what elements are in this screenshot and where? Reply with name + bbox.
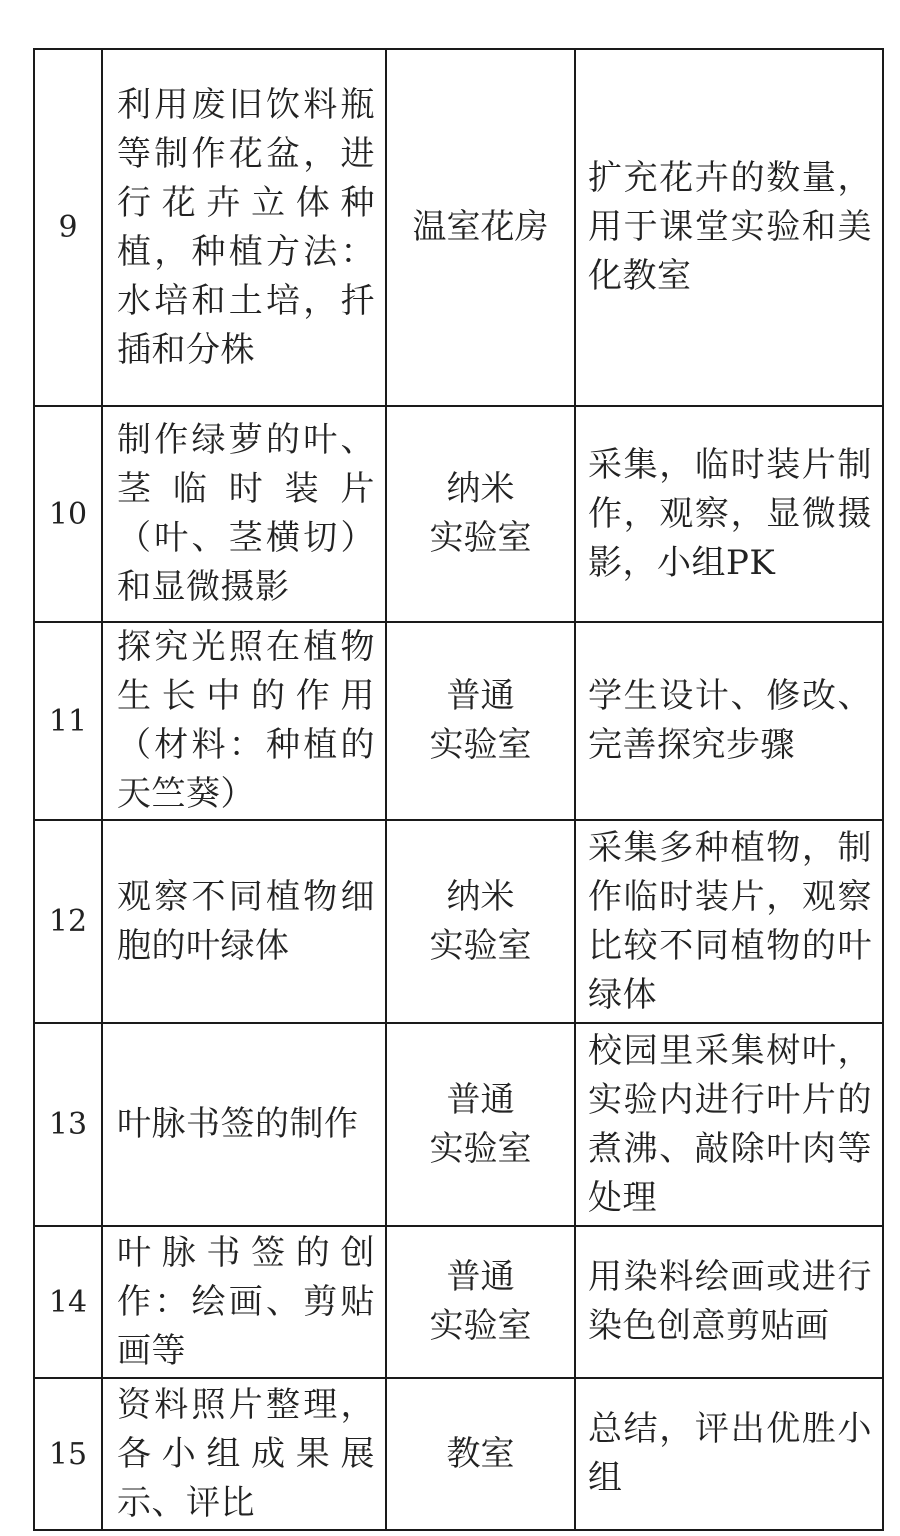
place-text: 普通 实验室	[429, 1079, 532, 1169]
note-text: 校园里采集树叶，实验内进行叶片的煮沸、敲除叶肉等处理	[588, 1030, 872, 1218]
table-row	[34, 622, 883, 820]
table-row	[34, 49, 883, 406]
row-number: 9	[34, 49, 102, 406]
note-text: 用染料绘画或进行染色创意剪贴画	[588, 1257, 872, 1346]
place-text: 教室	[446, 1433, 515, 1474]
activity-table	[33, 48, 884, 1531]
row-number: 10	[34, 406, 102, 622]
note-text: 学生设计、修改、完善探究步骤	[588, 676, 872, 765]
activity-text: 观察不同植物细胞的叶绿体	[117, 876, 375, 966]
note-text: 扩充花卉的数量，用于课堂实验和美化教室	[588, 158, 872, 296]
table-row	[34, 820, 883, 1023]
place-text: 纳米 实验室	[429, 876, 532, 966]
note-text: 采集，临时装片制作，观察，显微摄影，小组PK	[588, 444, 872, 583]
place-text: 普通 实验室	[429, 676, 532, 765]
note-text: 总结，评出优胜小组	[588, 1409, 872, 1498]
activity-text: 叶脉书签的制作	[117, 1104, 359, 1144]
place-text: 纳米 实验室	[429, 469, 532, 558]
row-number: 12	[34, 820, 102, 1023]
activity-text: 叶脉书签的创作：绘画、剪贴画等	[117, 1232, 375, 1371]
table-row	[34, 406, 883, 622]
activity-text: 探究光照在植物生长中的作用（材料：种植的天竺葵）	[117, 627, 375, 814]
activity-text: 利用废旧饮料瓶等制作花盆，进行花卉立体种植，种植方法：水培和土培，扦插和分株	[117, 84, 375, 370]
row-number: 13	[34, 1023, 102, 1226]
note-text: 采集多种植物，制作临时装片，观察比较不同植物的叶绿体	[588, 827, 872, 1015]
row-number: 15	[34, 1378, 102, 1530]
place-text: 温室花房	[412, 207, 549, 247]
activity-text: 资料照片整理，各小组成果展示、评比	[117, 1384, 375, 1523]
table-row	[34, 1378, 883, 1530]
place-text: 普通 实验室	[429, 1257, 532, 1346]
row-number: 11	[34, 622, 102, 820]
table-row	[34, 1226, 883, 1378]
activity-text: 制作绿萝的叶、茎临时装片（叶、茎横切）和显微摄影	[117, 420, 375, 607]
table-row	[34, 1023, 883, 1226]
row-number: 14	[34, 1226, 102, 1378]
